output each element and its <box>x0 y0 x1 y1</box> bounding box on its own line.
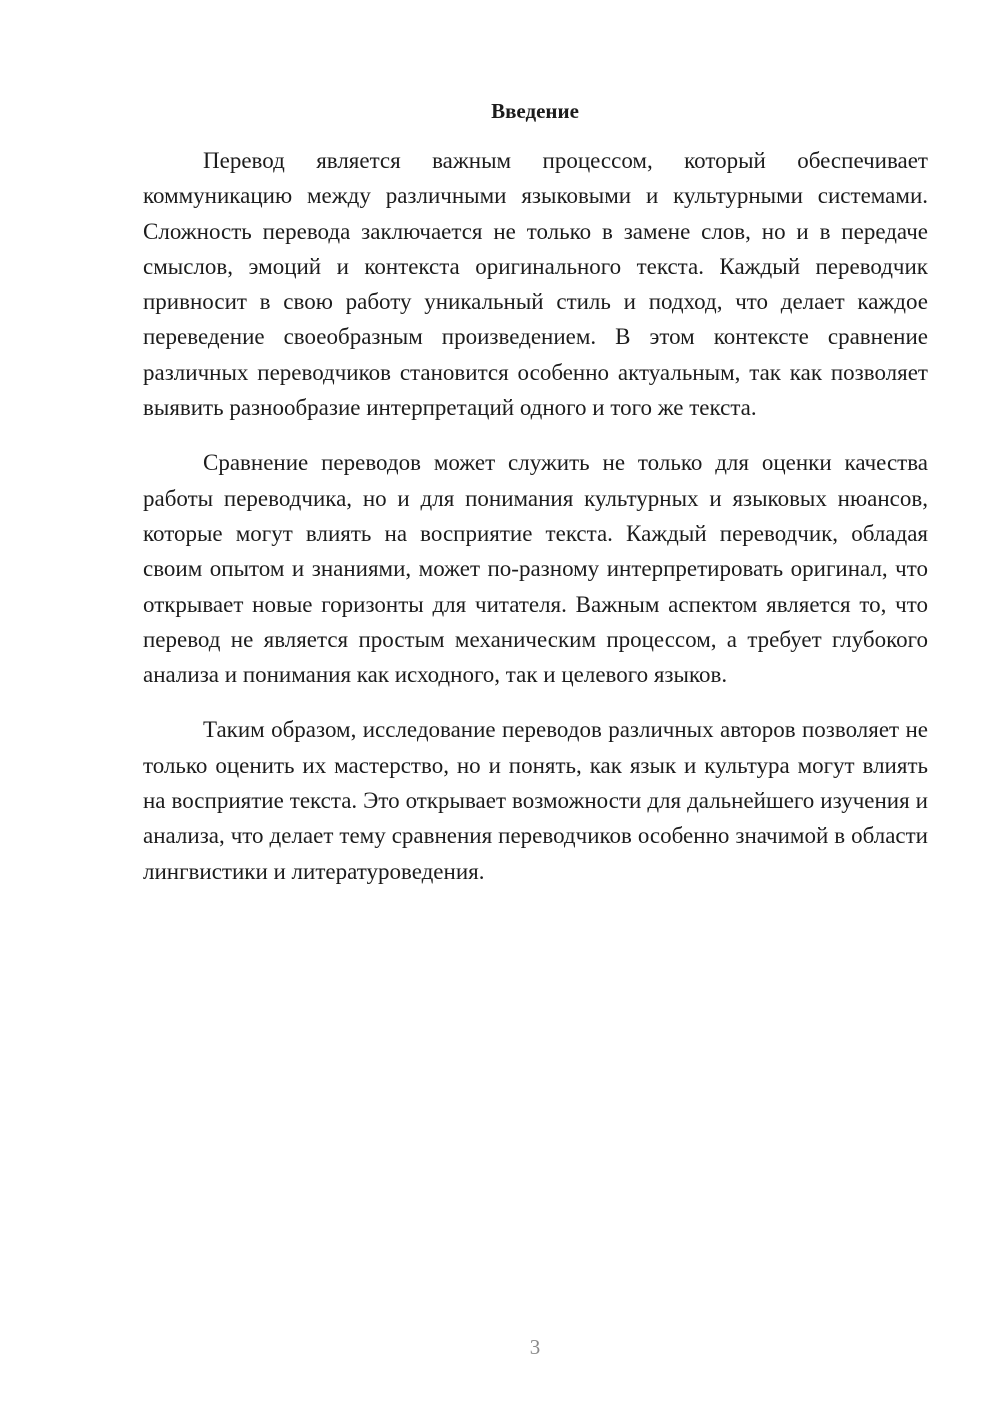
paragraph-3: Таким образом, исследование переводов различных авторов позволяет не только оценить их мастерство, но и понять, как язык и культура могут влиять на восприятие текста. Это открывает возможности для дальнейшего изучения и анализа, что делает тему сравнения переводчиков особенно значимой в области лингвистики и литературоведения. <box>143 717 928 884</box>
page-number: 3 <box>529 1335 541 1359</box>
paragraph-2: Сравнение переводов может служить не только для оценки качества работы переводчика, но и для понимания культурных и языковых нюансов, которые могут влиять на восприятие текста. Каждый переводчик, обладая своим опытом и знаниями, может по-разному интерпретировать оригинал, что открывает новые горизонты для читателя. Важным аспектом является то, что перевод не является простым механическим процессом, а требует глубокого анализа и понимания как исходного, так и целевого языков. <box>143 450 928 688</box>
section-heading: Введение <box>491 99 579 123</box>
paragraph-1: Перевод является важным процессом, который обеспечивает коммуникацию между различными языковыми и культурными системами. Сложность перевода заключается не только в замене слов, но и в передаче смыслов, эмоций и контекста оригинального текста. Каждый переводчик привносит в свою работу уникальный стиль и подход, что делает каждое переведение своеобразным произведением. В этом контексте сравнение различных переводчиков становится особенно актуальным, так как позволяет выявить разнообразие интерпретаций одного и того же текста. <box>143 148 928 421</box>
body-text <box>143 143 928 909</box>
